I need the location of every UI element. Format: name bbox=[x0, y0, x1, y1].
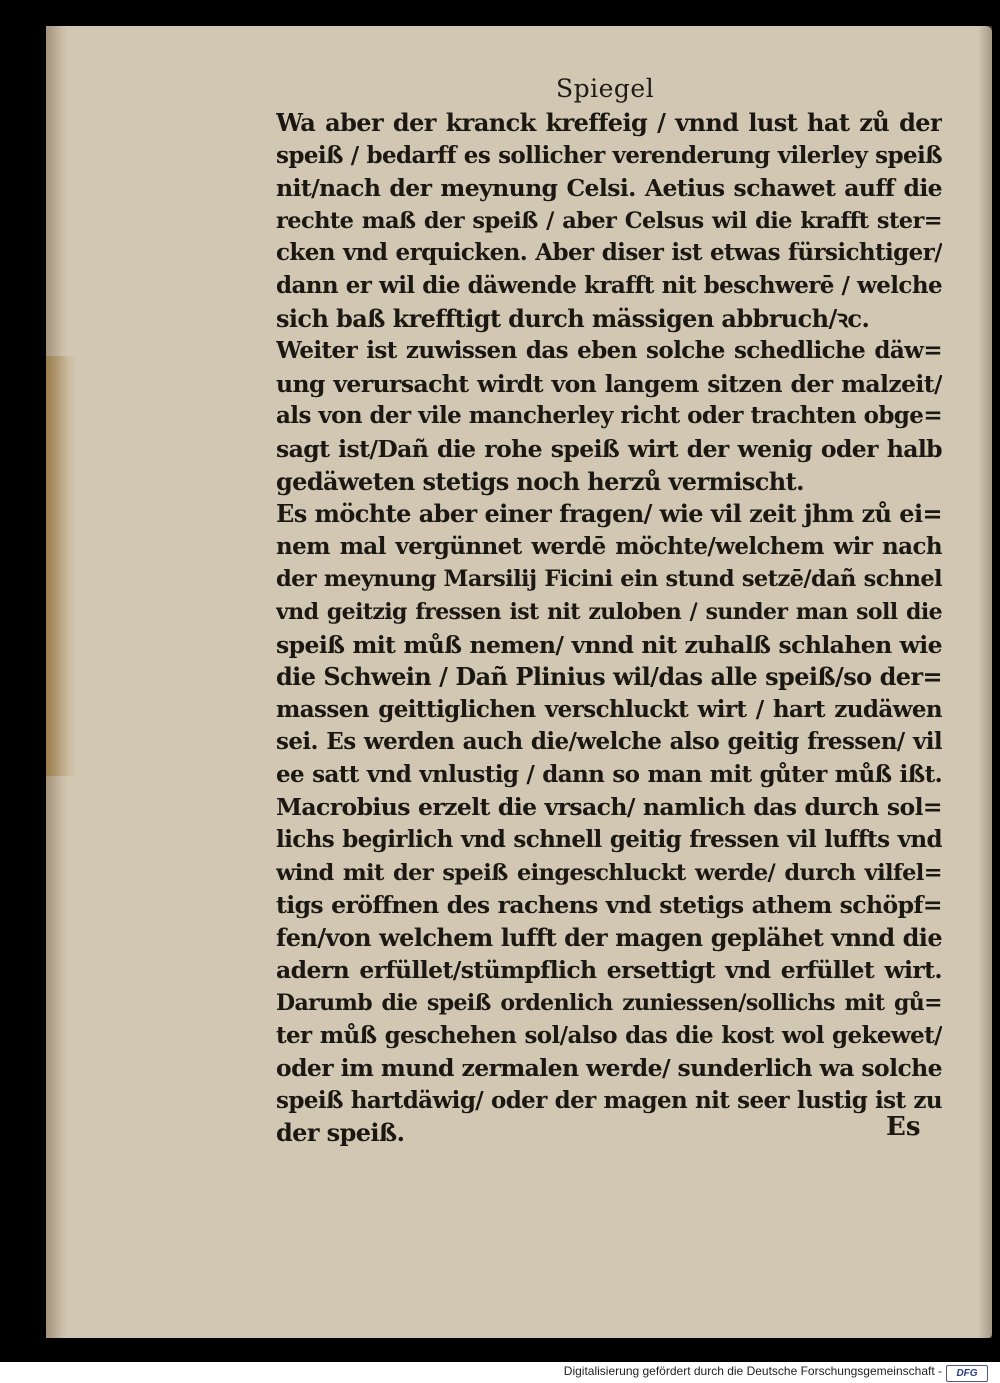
text-line: gedäweten stetigs noch herzů vermischt. bbox=[276, 466, 804, 496]
text-line: als von der vile mancherley richt oder trachten obge= bbox=[276, 402, 942, 430]
text-line: speiß / bedarff es sollicher verenderung vilerley speiß bbox=[276, 141, 942, 169]
text-line: speiß mit můß nemen/ vnnd nit zuhalß schlahen wie bbox=[276, 630, 942, 659]
text-line: sich baß krefftigt durch mässigen abbruch/ꝛc. bbox=[276, 303, 870, 333]
body-text bbox=[276, 107, 942, 1150]
text-line: der meynung Marsilij Ficini ein stund setzē/dañ schnel bbox=[276, 566, 942, 593]
text-line: dann er wil die däwende krafft nit beschwerē / welche bbox=[276, 271, 942, 299]
text-line: oder im mund zermalen werde/ sunderlich wa solche bbox=[276, 1054, 942, 1083]
text-line: adern erfüllet/stümpflich ersettigt vnd erfüllet wirt. bbox=[276, 956, 942, 985]
text-line: fen/von welchem lufft der magen geplähet vnnd die bbox=[276, 922, 942, 952]
text-line: Weiter ist zuwissen das eben solche schedliche däw= bbox=[276, 337, 942, 365]
catchword: Es bbox=[886, 1112, 921, 1142]
footer-bar bbox=[0, 1362, 1000, 1383]
text-line: sagt ist/Dañ die rohe speiß wirt der wenig oder halb bbox=[276, 434, 942, 463]
text-line: nit/nach der meynung Celsi. Aetius schawet auff die bbox=[276, 174, 942, 203]
text-line: der speiß. bbox=[276, 1118, 405, 1148]
text-line: speiß hartdäwig/ oder der magen nit seer lustig ist zu bbox=[276, 1086, 942, 1114]
footer-credit: Digitalisierung gefördert durch die Deutsche Forschungsgemeinschaft - bbox=[563, 1364, 942, 1378]
text-line: ter můß geschehen sol/also das die kost wol gekewet/ bbox=[276, 1021, 942, 1049]
text-line: Macrobius erzelt die vrsach/ namlich das durch sol= bbox=[276, 793, 942, 822]
text-line: massen geittiglichen verschluckt wirt / hart zudäwen bbox=[276, 695, 942, 723]
text-line: ung verursacht wirdt von langem sitzen der malzeit/ bbox=[276, 369, 942, 398]
text-line: lichs begirlich vnd schnell geitig fressen vil luffts vnd bbox=[276, 826, 942, 854]
text-line: die Schwein / Dañ Plinius wil/das alle speiß/so der= bbox=[276, 662, 942, 692]
text-line: nem mal vergünnet werdē möchte/welchem wir nach bbox=[276, 532, 942, 560]
text-line: wind mit der speiß eingeschluckt werde/ durch vilfel= bbox=[276, 859, 942, 886]
text-line: vnd geitzig fressen ist nit zuloben / sunder man soll die bbox=[276, 598, 942, 625]
text-line: tigs eröffnen des rachens vnd stetigs athem schöpf= bbox=[276, 891, 942, 920]
text-line: cken vnd erquicken. Aber diser ist etwas fürsichtiger/ bbox=[276, 239, 942, 267]
text-line: ee satt vnd vnlustig / dann so man mit gůter můß ißt. bbox=[276, 760, 942, 788]
gutter-stain bbox=[46, 356, 76, 776]
dfg-logo: DFG bbox=[946, 1365, 988, 1382]
running-head: Spiegel bbox=[556, 74, 655, 103]
text-line: Es möchte aber einer fragen/ wie vil zeit jhm zů ei= bbox=[276, 499, 942, 529]
text-line: rechte maß der speiß / aber Celsus wil die krafft ster= bbox=[276, 207, 942, 234]
text-line: sei. Es werden auch die/welche also geitig fressen/ vil bbox=[276, 728, 942, 756]
text-line: Darumb die speiß ordenlich zuniessen/sollichs mit gů= bbox=[276, 990, 942, 1017]
text-line: Wa aber der kranck kreffeig / vnnd lust hat zů der bbox=[276, 108, 942, 137]
page-edge-shadow bbox=[978, 26, 992, 1338]
